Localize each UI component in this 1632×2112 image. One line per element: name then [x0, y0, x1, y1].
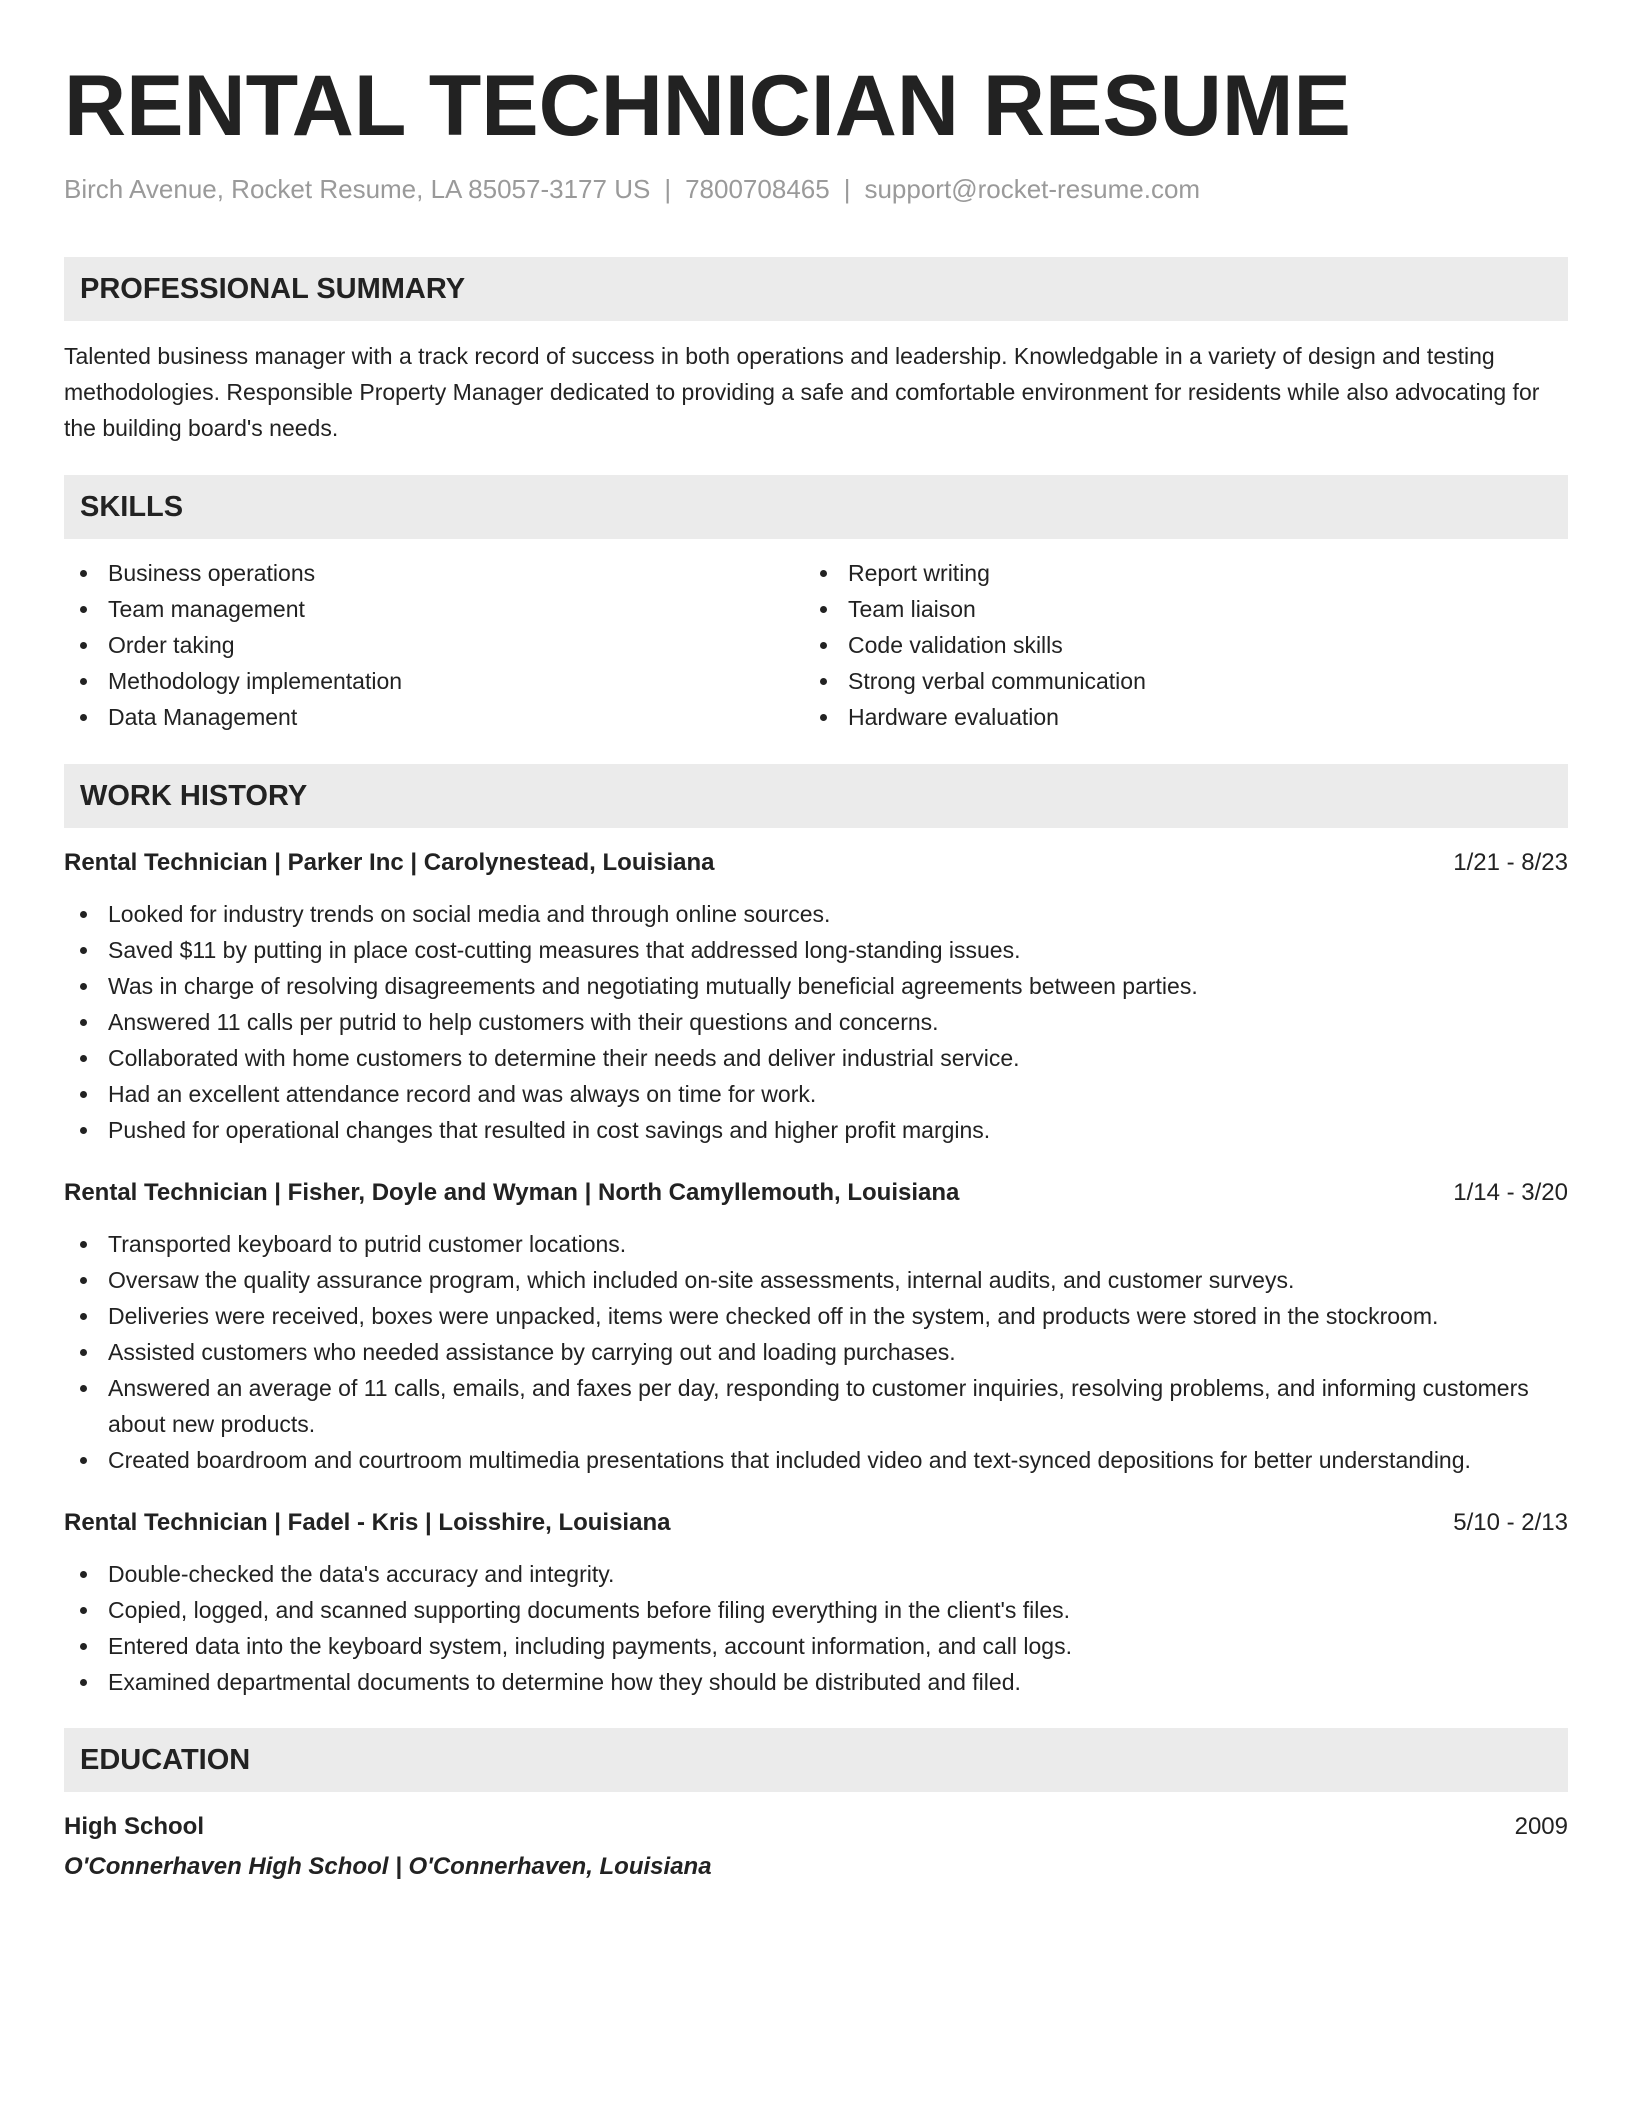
- skill-item: Report writing: [804, 555, 1544, 591]
- job-bullet: Deliveries were received, boxes were unpacked, items were checked off in the system, and products were stored in the stockroom.: [64, 1298, 1568, 1334]
- job-title: Rental Technician | Fisher, Doyle and Wyman | North Camyllemouth, Louisiana: [64, 1179, 960, 1206]
- job-header: [64, 846, 1568, 880]
- job-dates: 5/10 - 2/13: [1453, 1509, 1568, 1536]
- contact-phone: 7800708465: [685, 174, 830, 204]
- job-entry: [64, 1506, 1568, 1700]
- skills-list: [64, 555, 1568, 735]
- job-title: Rental Technician | Fadel - Kris | Loisshire, Louisiana: [64, 1509, 671, 1536]
- skill-item: Hardware evaluation: [804, 699, 1544, 735]
- skill-item: Strong verbal communication: [804, 663, 1544, 699]
- job-bullet: Transported keyboard to putrid customer locations.: [64, 1226, 1568, 1262]
- resume-title: RENTAL TECHNICIAN RESUME: [64, 58, 1351, 154]
- job-bullets: [64, 896, 1568, 1148]
- section-heading-skills: SKILLS: [64, 475, 1568, 539]
- skills-column-left: [64, 555, 804, 735]
- job-dates: 1/14 - 3/20: [1453, 1179, 1568, 1206]
- section-heading-summary: PROFESSIONAL SUMMARY: [64, 257, 1568, 321]
- education-year: 2009: [1514, 1813, 1568, 1840]
- job-bullet: Saved $11 by putting in place cost-cutting measures that addressed long-standing issues.: [64, 932, 1568, 968]
- summary-paragraph: Talented business manager with a track record of success in both operations and leadership. Knowledgable in a variety of design and testing methodologies. Responsible Property Manager dedicated to providing a safe and comfortable environment for residents while also advocating for the building board's needs.: [64, 343, 1540, 441]
- job-bullet: Created boardroom and courtroom multimedia presentations that included video and text-synced depositions for better understanding.: [64, 1442, 1568, 1478]
- section-heading-education: EDUCATION: [64, 1728, 1568, 1792]
- job-bullet: Examined departmental documents to determine how they should be distributed and filed.: [64, 1664, 1568, 1700]
- job-entry: [64, 846, 1568, 1148]
- section-heading-work-history: WORK HISTORY: [64, 764, 1568, 828]
- job-bullets: [64, 1226, 1568, 1478]
- contact-line: [64, 172, 1568, 206]
- job-bullet: Was in charge of resolving disagreements and negotiating mutually beneficial agreements between parties.: [64, 968, 1568, 1004]
- job-bullet: Answered an average of 11 calls, emails, and faxes per day, responding to customer inquiries, resolving problems, and informing customers about new products.: [64, 1370, 1568, 1442]
- skill-item: Team management: [64, 591, 804, 627]
- education-degree: High School: [64, 1813, 204, 1840]
- job-title: Rental Technician | Parker Inc | Carolynestead, Louisiana: [64, 849, 715, 876]
- skill-item: Team liaison: [804, 591, 1544, 627]
- skill-item: Methodology implementation: [64, 663, 804, 699]
- skill-item: Order taking: [64, 627, 804, 663]
- job-header: [64, 1176, 1568, 1210]
- job-bullet: Oversaw the quality assurance program, which included on-site assessments, internal audits, and customer surveys.: [64, 1262, 1568, 1298]
- contact-separator: |: [664, 174, 672, 204]
- job-entry: [64, 1176, 1568, 1478]
- job-bullet: Entered data into the keyboard system, including payments, account information, and call logs.: [64, 1628, 1568, 1664]
- job-bullet: Assisted customers who needed assistance by carrying out and loading purchases.: [64, 1334, 1568, 1370]
- skill-item: Code validation skills: [804, 627, 1544, 663]
- skill-item: Business operations: [64, 555, 804, 591]
- education-school: O'Connerhaven High School | O'Connerhaven, Louisiana: [64, 1853, 712, 1880]
- job-bullets: [64, 1556, 1568, 1700]
- skills-column-right: [804, 555, 1544, 735]
- job-bullet: Looked for industry trends on social media and through online sources.: [64, 896, 1568, 932]
- job-bullet: Double-checked the data's accuracy and integrity.: [64, 1556, 1568, 1592]
- job-bullet: Collaborated with home customers to determine their needs and deliver industrial service.: [64, 1040, 1568, 1076]
- contact-address: Birch Avenue, Rocket Resume, LA 85057-3177 US: [64, 174, 651, 204]
- job-bullet: Pushed for operational changes that resulted in cost savings and higher profit margins.: [64, 1112, 1568, 1148]
- education-header: [64, 1810, 1568, 1844]
- skill-item: Data Management: [64, 699, 804, 735]
- job-dates: 1/21 - 8/23: [1453, 849, 1568, 876]
- job-bullet: Had an excellent attendance record and was always on time for work.: [64, 1076, 1568, 1112]
- contact-email: support@rocket-resume.com: [864, 174, 1201, 204]
- job-header: [64, 1506, 1568, 1540]
- job-bullet: Answered 11 calls per putrid to help customers with their questions and concerns.: [64, 1004, 1568, 1040]
- job-bullet: Copied, logged, and scanned supporting documents before filing everything in the client's files.: [64, 1592, 1568, 1628]
- contact-separator: |: [843, 174, 851, 204]
